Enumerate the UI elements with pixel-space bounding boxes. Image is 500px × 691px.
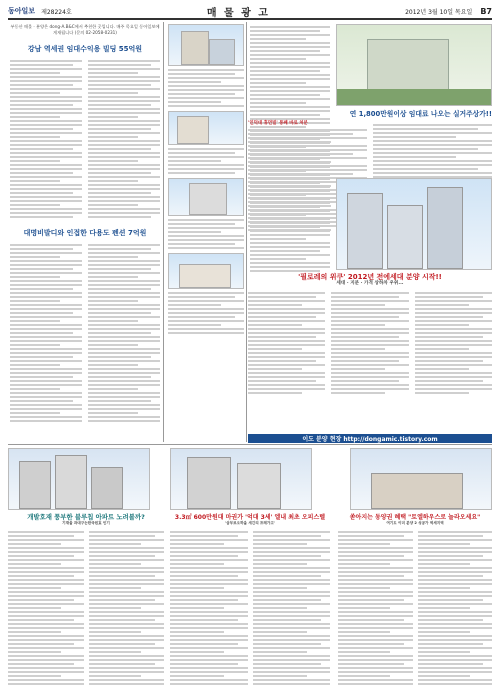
middle-listings <box>168 24 244 336</box>
subhead-text-2 <box>331 290 408 396</box>
headline-monthly-rent: 연 1,800만원이상 임대료 나오는 실거주상가!! <box>349 110 492 118</box>
listing-text-middle-1 <box>168 69 244 107</box>
contact-banner <box>248 434 492 443</box>
complex-photo-top <box>336 24 492 106</box>
bottom-text-3b <box>418 529 493 687</box>
bottom-text-1b <box>89 529 165 687</box>
building-photo-2 <box>168 111 244 145</box>
listing-text-middle-2 <box>168 148 244 174</box>
apartment-photo <box>336 178 492 270</box>
bottom-photo-1 <box>8 448 150 510</box>
masthead <box>8 4 492 20</box>
issue-date: 2012년 3월 10일 목요일 <box>405 8 473 16</box>
bottom-sub-3: 여기도 이미 분양 2 성공가 역세지역 <box>386 521 444 525</box>
headline-pension: 대명비발디와 인접한 다용도 펜션 7억원 <box>23 229 147 237</box>
bottom-col-3 <box>338 512 492 687</box>
headline-presale: '필로레의 위쿠' 2012년 전에세대 분양 시작!! <box>298 273 442 281</box>
subhead-text-1 <box>248 290 325 396</box>
bottom-sub-2: '삼부르오하을 새긴리 프레가고' <box>225 521 275 525</box>
intro-text: 부동산 매물 · 분양은 dong-A.B&C에서 추천한 곳입니다. 매주 목요일 동아일보에 게재됩니다 (문의 02-2058-0231) <box>10 24 160 35</box>
bottom-photo-2 <box>170 448 312 510</box>
bottom-text-3a <box>338 529 413 687</box>
footer-link: 이도 분양 현장 http://dongamic.tistory.com <box>302 436 438 443</box>
listing-text-block-2 <box>10 242 160 424</box>
building-photo-3 <box>168 178 244 216</box>
bottom-headline-1: 개발호재 풍부한 블루칩 아파트 노려볼까? <box>27 513 145 521</box>
listing-text-middle-4 <box>168 292 244 334</box>
subhead-block <box>248 272 492 396</box>
quote-line: '인덕대 휴먼빌' 통째 바로 처분 <box>248 121 308 126</box>
bottom-photo-3 <box>350 448 492 510</box>
newspaper-logo: 동아일보 <box>8 7 36 15</box>
bottom-headline-3: 쏟아지는 동양권 혜택 "토엘하우스로 놀라오세요" <box>349 514 481 521</box>
bottom-headline-2: 3.3㎡ 600만원대 마권가 '억대 3세' 엘내 최초 오피스텔 <box>174 514 326 521</box>
headline-gangnam: 강남 역세권 임대수익용 빌딩 55억원 <box>27 45 143 53</box>
listing-text-block-1 <box>10 58 160 220</box>
bottom-text-2b <box>253 529 331 687</box>
bottom-col-2 <box>170 512 330 687</box>
bottom-col-1 <box>8 512 164 687</box>
left-column <box>10 24 160 424</box>
subhead-text-3 <box>415 290 492 396</box>
building-photo-1 <box>168 24 244 66</box>
issue-number: 제28224호 <box>41 8 72 16</box>
section-title: 매 물 광 고 <box>206 7 270 19</box>
building-photo-4 <box>168 253 244 289</box>
bottom-text-1a <box>8 529 84 687</box>
bottom-sub-1: 기재율 과대구는한국원효 인기 <box>62 521 110 525</box>
listing-text-middle-3 <box>168 219 244 249</box>
page-number: B7 <box>480 6 492 16</box>
tagline: 세대 · 지분 · 가격 상하차 우위... <box>336 281 404 286</box>
bottom-text-2a <box>170 529 248 687</box>
